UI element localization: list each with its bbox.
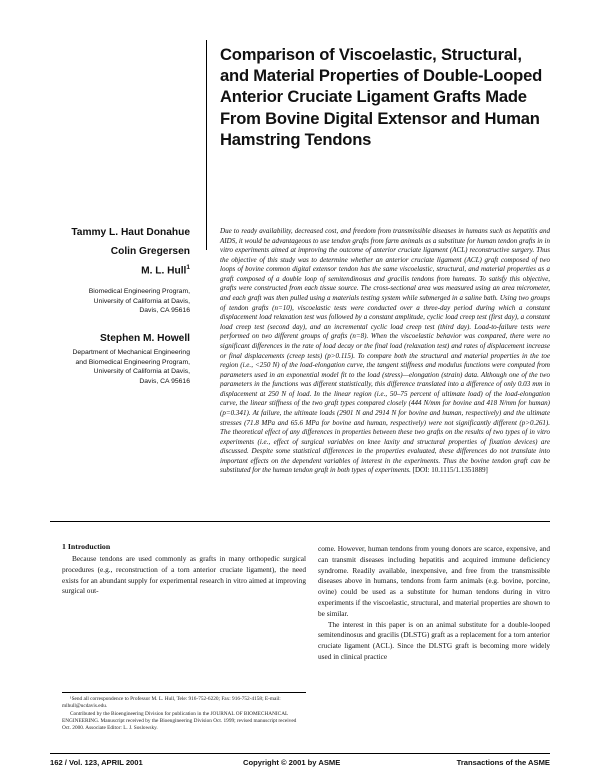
footer-copyright: Copyright © 2001 by ASME — [243, 758, 341, 767]
footnote-rule — [62, 692, 306, 693]
author-name: Colin Gregersen — [110, 246, 190, 257]
section-heading: 1 Introduction — [62, 542, 111, 551]
footer-page-info: 162 / Vol. 123, APRIL 2001 — [50, 758, 143, 767]
footnotes — [62, 696, 306, 732]
affiliation-2: Department of Mechanical Engineering and Biomedical Engineering Program, University of California at Davis, Davis, CA 95616 — [72, 349, 190, 385]
doi: [DOI: 10.1115/1.1351889] — [412, 466, 488, 475]
paragraph: Because tendons are used commonly as grafts in many orthopedic surgical procedures (e.g., reconstruction of a torn anterior cruciate ligament), the need exists for an abundant supply for experimental research in vitro aimed at improving surgical out- — [62, 554, 306, 596]
abstract: Due to ready availability, decreased cost, and freedom from transmissible diseases in humans such as hepatitis and AIDS, it would be advantageous to use tendon grafts from farm animals as a substitute for human tendon grafts in in vitro experiments aimed at improving the outcome of anterior cruciate ligament (ACL) reconstructive surgery. Thus the objective of this study was to determine whether an anterior cruciate ligament (ACL) graft composed of two loops of bovine common digital extensor tendon has the same viscoelastic, structural, and material properties as a graft composed of a double loop of semitendinosus and gracilis tendons from humans. To satisfy this objective, grafts were constructed from each tissue source. The cross-sectional area was measured using an area micrometer, and each graft was then pulled using a materials testing system while submerged in a saline bath. Using two groups of tendon grafts (n=10), viscoelastic tests were conducted over a three-day period during which a constant displacement load relaxation test was followed by a constant amplitude, cyclic load creep test (first day), a constant load creep test (second day), and an incremental cyclic load creep test (third day). Load-to-failure tests were performed on two different groups of grafts (n=8). When the viscoelastic behavior was compared, there were no significant differences in the rate of load decay or the final load (relaxation test) and rates of displacement increase or final displacements (creep tests) (p>0.115). To compare both the structural and material properties in the toe region (i.e., <250 N) of the load-elongation curve, the tangent stiffness and modulus functions were computed from parameters used in an exponential model fit to the load (stress)—elongation (strain) data. Although one of the two parameters in the functions was different statistically, this difference translated into a difference of only 0.03 mm in displacement at 250 N of load. In the linear region (i.e., 50–75 percent of ultimate load) of the load-elongation curve, the linear stiffness of the two graft types compared closely (444 N/mm for bovine and 418 N/mm for human) (p=0.341). At failure, the ultimate loads (2901 N and 2914 N for bovine and human, respectively) and the ultimate stresses (71.8 MPa and 65.6 MPa for bovine and human, respectively) were not significantly different (p>0.261). The theoretical effect of any differences in properties between these two grafts on the results of two types of in vitro experiments (i.e., effect of surgical variables on knee laxity and structural properties of fixation devices) are discussed. Despite some statistical differences in the properties evaluated, these differences do not translate into important effects on the dependent variables of interest in the experiments. Thus the bovine tendon graft can be substituted for the human tendon graft in both types of experiments. [DOI: 10.1115/1.1351889] — [220, 227, 550, 475]
paragraph: come. However, human tendons from young donors are scarce, expensive, and can transmit diseases including hepatitis and acquired immune deficiency syndrome. Readily available, inexpensive, and free from the transmissible diseases above in humans, tendons from farm animals (e.g. bovine, porcine, ovine) could be used as a substitute for human tendons during in vitro experiments if the viscoelastic, structural, and material properties are shown to be similar. — [318, 544, 550, 618]
left-column — [62, 554, 306, 597]
section-divider — [50, 521, 550, 522]
right-column — [318, 544, 550, 663]
footnote: Contributed by the Bioengineering Division for publication in the JOURNAL OF BIOMECHANICAL ENGINEERING. Manuscript received by the Bioengineering Division Oct. 1999; revised manuscript received Oct. 2000. Associate Editor: L. J. Soslowsky. — [62, 710, 297, 732]
author-name: M. L. Hull$^1$ — [141, 264, 190, 277]
affiliation-1: Biomedical Engineering Program, University of California at Davis, Davis, CA 95616 — [88, 288, 190, 315]
footnote: ¹Send all correspondence to Professor M. L. Hull, Tele: 916-752-6220; Fax: 916-752-4158; E-mail: mlhull@ucdavis.edu. — [62, 696, 281, 710]
author-name: Tammy L. Haut Donahue — [71, 227, 190, 238]
author-name: Stephen M. Howell — [100, 333, 190, 344]
footnote-marker: 1 — [186, 264, 190, 271]
footer-rule — [50, 753, 550, 754]
paper-title: Comparison of Viscoelastic, Structural, and Material Properties of Double-Looped Anterior Cruciate Ligament Grafts Made From Bovine Digital Extensor and Human Hamstring Tendons — [220, 45, 543, 149]
paragraph: The interest in this paper is on an animal substitute for a double-looped semitendinosus and gracilis (DLSTG) graft as a replacement for a torn anterior cruciate ligament (ACL). Since the DLSTG graft is becoming more widely used in clinical practice — [318, 619, 550, 661]
title-vertical-rule — [206, 40, 207, 250]
footer-journal: Transactions of the ASME — [456, 758, 550, 767]
